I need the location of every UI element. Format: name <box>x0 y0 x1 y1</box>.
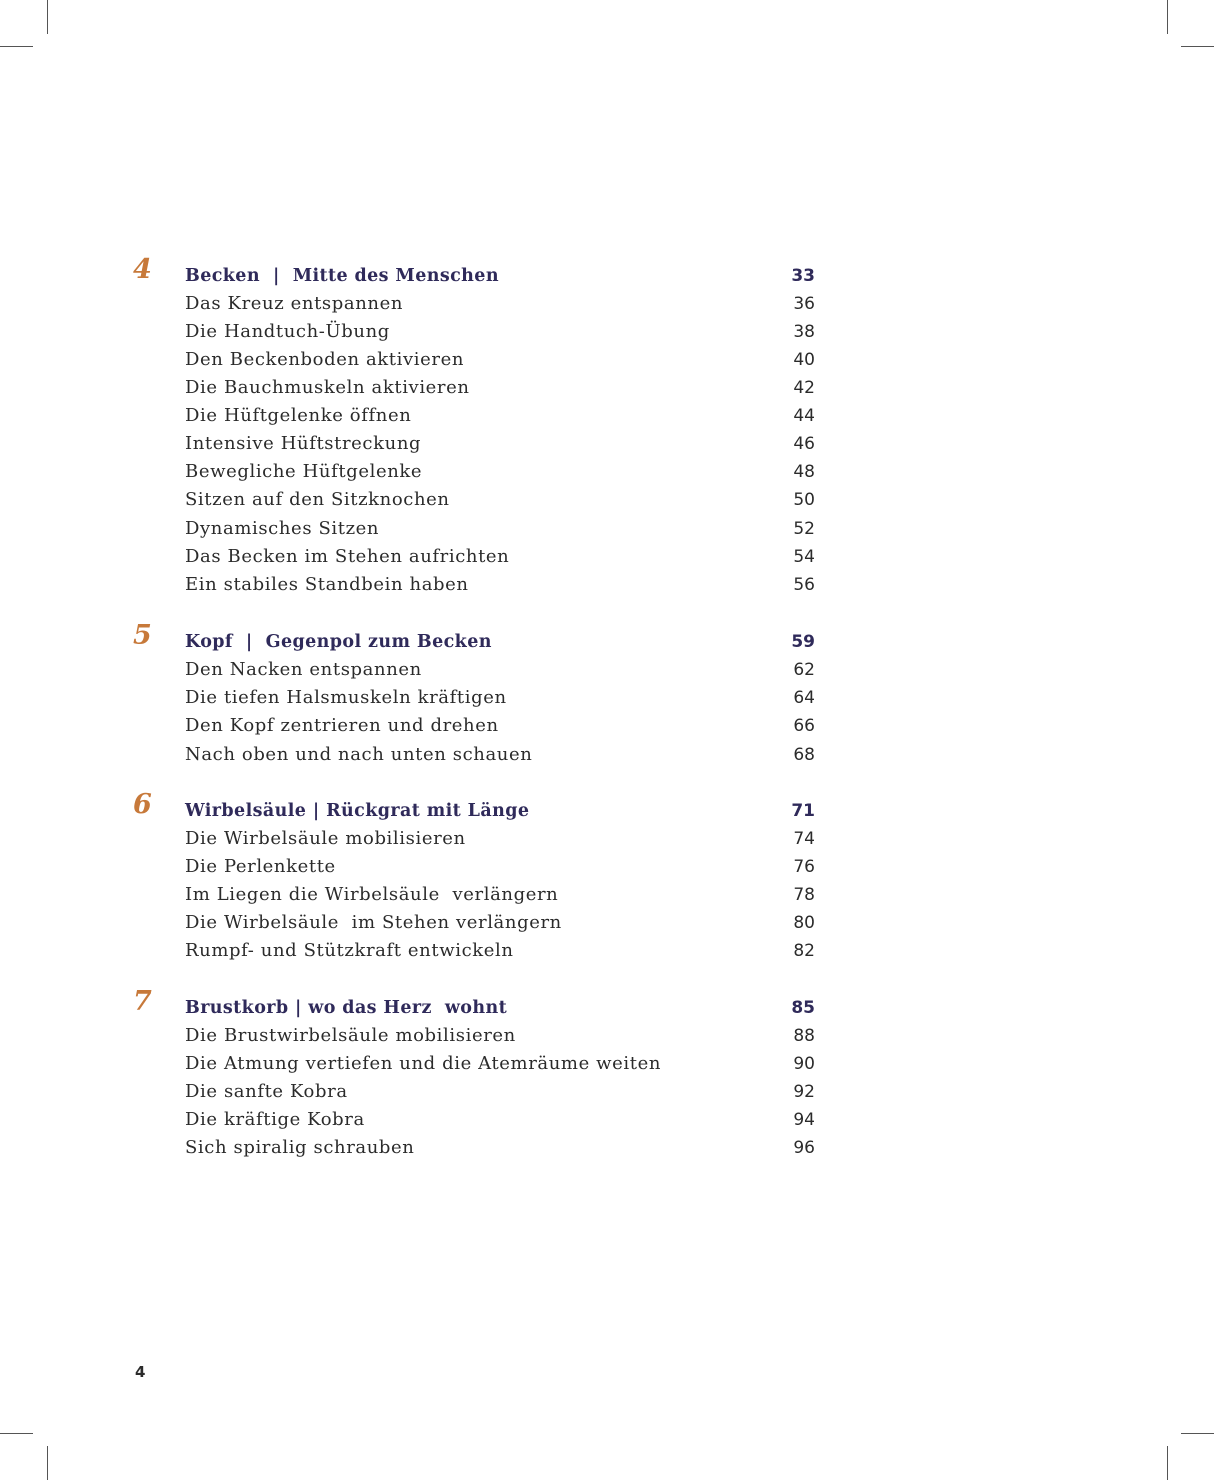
entry-title: Sich spiralig schrauben <box>185 1137 415 1158</box>
entry-title: Ein stabiles Standbein haben <box>185 574 469 595</box>
entry-title: Sitzen auf den Sitzknochen <box>185 489 450 510</box>
crop-mark-top-right-vertical <box>1167 0 1168 34</box>
entry-title: Den Nacken entspannen <box>185 659 422 680</box>
entry-page-number: 96 <box>793 1138 815 1158</box>
chapter-heading-row[interactable] <box>185 797 815 825</box>
crop-mark-top-left-vertical <box>47 0 48 34</box>
entry-page-number: 92 <box>793 1082 815 1102</box>
toc-entry[interactable] <box>185 346 815 374</box>
toc-entry[interactable] <box>185 1134 815 1162</box>
page-folio: 4 <box>135 1363 146 1381</box>
toc-entry[interactable] <box>185 853 815 881</box>
entry-page-number: 56 <box>793 575 815 595</box>
crop-mark-top-left-horizontal <box>0 46 33 47</box>
entry-page-number: 82 <box>793 941 815 961</box>
entry-page-number: 80 <box>793 913 815 933</box>
toc-entry[interactable] <box>185 684 815 712</box>
entry-title: Die Wirbelsäule im Stehen verlängern <box>185 912 562 933</box>
entry-title: Die Wirbelsäule mobilisieren <box>185 828 466 849</box>
chapter-heading-row[interactable] <box>185 628 815 656</box>
toc-entry[interactable] <box>185 402 815 430</box>
toc-entry[interactable] <box>185 430 815 458</box>
crop-mark-top-right-horizontal <box>1181 46 1214 47</box>
entry-title: Das Becken im Stehen aufrichten <box>185 546 510 567</box>
toc-entry[interactable] <box>185 1050 815 1078</box>
entry-title: Die kräftige Kobra <box>185 1109 365 1130</box>
toc-entry[interactable] <box>185 374 815 402</box>
toc-entry[interactable] <box>185 937 815 965</box>
toc-entry[interactable] <box>185 458 815 486</box>
chapter-heading: Brustkorb | wo das Herz wohnt <box>185 998 508 1018</box>
entry-title: Den Beckenboden aktivieren <box>185 349 465 370</box>
toc-entry[interactable] <box>185 825 815 853</box>
entry-page-number: 54 <box>793 547 815 567</box>
entry-page-number: 52 <box>793 519 815 539</box>
entry-title: Den Kopf zentrieren und drehen <box>185 715 499 736</box>
chapter-page-number: 59 <box>791 632 815 652</box>
entry-page-number: 44 <box>793 406 815 426</box>
toc-entry[interactable] <box>185 515 815 543</box>
entry-title: Die tiefen Halsmuskeln kräftigen <box>185 687 507 708</box>
chapter-heading: Wirbelsäule | Rückgrat mit Länge <box>185 801 530 821</box>
entry-title: Die Atmung vertiefen und die Atemräume weiten <box>185 1053 662 1074</box>
entry-page-number: 78 <box>793 885 815 905</box>
toc-entry[interactable] <box>185 571 815 599</box>
chapter-heading: Kopf | Gegenpol zum Becken <box>185 632 492 652</box>
toc-entry[interactable] <box>185 1078 815 1106</box>
entry-page-number: 74 <box>793 829 815 849</box>
chapter-heading: Becken | Mitte des Menschen <box>185 266 499 286</box>
entry-page-number: 68 <box>793 745 815 765</box>
entry-title: Die Brustwirbelsäule mobilisieren <box>185 1025 516 1046</box>
entry-page-number: 48 <box>793 462 815 482</box>
chapter-page-number: 71 <box>791 801 815 821</box>
entry-page-number: 66 <box>793 716 815 736</box>
chapter-number: 4 <box>133 254 152 285</box>
chapter-number: 5 <box>133 620 152 651</box>
entry-title: Intensive Hüftstreckung <box>185 433 422 454</box>
crop-mark-bottom-right-vertical <box>1167 1446 1168 1480</box>
toc-entry[interactable] <box>185 712 815 740</box>
toc-entry[interactable] <box>185 290 815 318</box>
entry-title: Nach oben und nach unten schauen <box>185 744 533 765</box>
entry-page-number: 50 <box>793 490 815 510</box>
entry-title: Die Perlenkette <box>185 856 336 877</box>
entry-page-number: 64 <box>793 688 815 708</box>
entry-title: Das Kreuz entspannen <box>185 293 404 314</box>
entry-title: Bewegliche Hüftgelenke <box>185 461 423 482</box>
chapter-heading-row[interactable] <box>185 994 815 1022</box>
entry-title: Dynamisches Sitzen <box>185 518 380 539</box>
chapter-heading-row[interactable] <box>185 262 815 290</box>
entry-title: Die Handtuch-Übung <box>185 321 390 342</box>
entry-title: Die Bauchmuskeln aktivieren <box>185 377 470 398</box>
toc-entry[interactable] <box>185 881 815 909</box>
toc-entry[interactable] <box>185 1022 815 1050</box>
toc-entry[interactable] <box>185 543 815 571</box>
toc-entry[interactable] <box>185 656 815 684</box>
chapter-number: 7 <box>133 986 152 1017</box>
entry-page-number: 42 <box>793 378 815 398</box>
entry-title: Die Hüftgelenke öffnen <box>185 405 412 426</box>
toc-entry[interactable] <box>185 486 815 514</box>
crop-mark-bottom-left-horizontal <box>0 1433 33 1434</box>
entry-page-number: 40 <box>793 350 815 370</box>
toc-entry[interactable] <box>185 741 815 769</box>
entry-page-number: 88 <box>793 1026 815 1046</box>
entry-title: Die sanfte Kobra <box>185 1081 348 1102</box>
entry-title: Rumpf- und Stützkraft entwickeln <box>185 940 514 961</box>
chapter-page-number: 85 <box>791 998 815 1018</box>
entry-page-number: 76 <box>793 857 815 877</box>
crop-mark-bottom-left-vertical <box>47 1446 48 1480</box>
entry-page-number: 36 <box>793 294 815 314</box>
entry-page-number: 46 <box>793 434 815 454</box>
entry-page-number: 90 <box>793 1054 815 1074</box>
entry-title: Im Liegen die Wirbelsäule verlängern <box>185 884 559 905</box>
entry-page-number: 62 <box>793 660 815 680</box>
entry-page-number: 38 <box>793 322 815 342</box>
toc-entry[interactable] <box>185 318 815 346</box>
toc-entry[interactable] <box>185 1106 815 1134</box>
crop-mark-bottom-right-horizontal <box>1181 1433 1214 1434</box>
chapter-page-number: 33 <box>791 266 815 286</box>
chapter-number: 6 <box>133 789 152 820</box>
toc-entry[interactable] <box>185 909 815 937</box>
entry-page-number: 94 <box>793 1110 815 1130</box>
